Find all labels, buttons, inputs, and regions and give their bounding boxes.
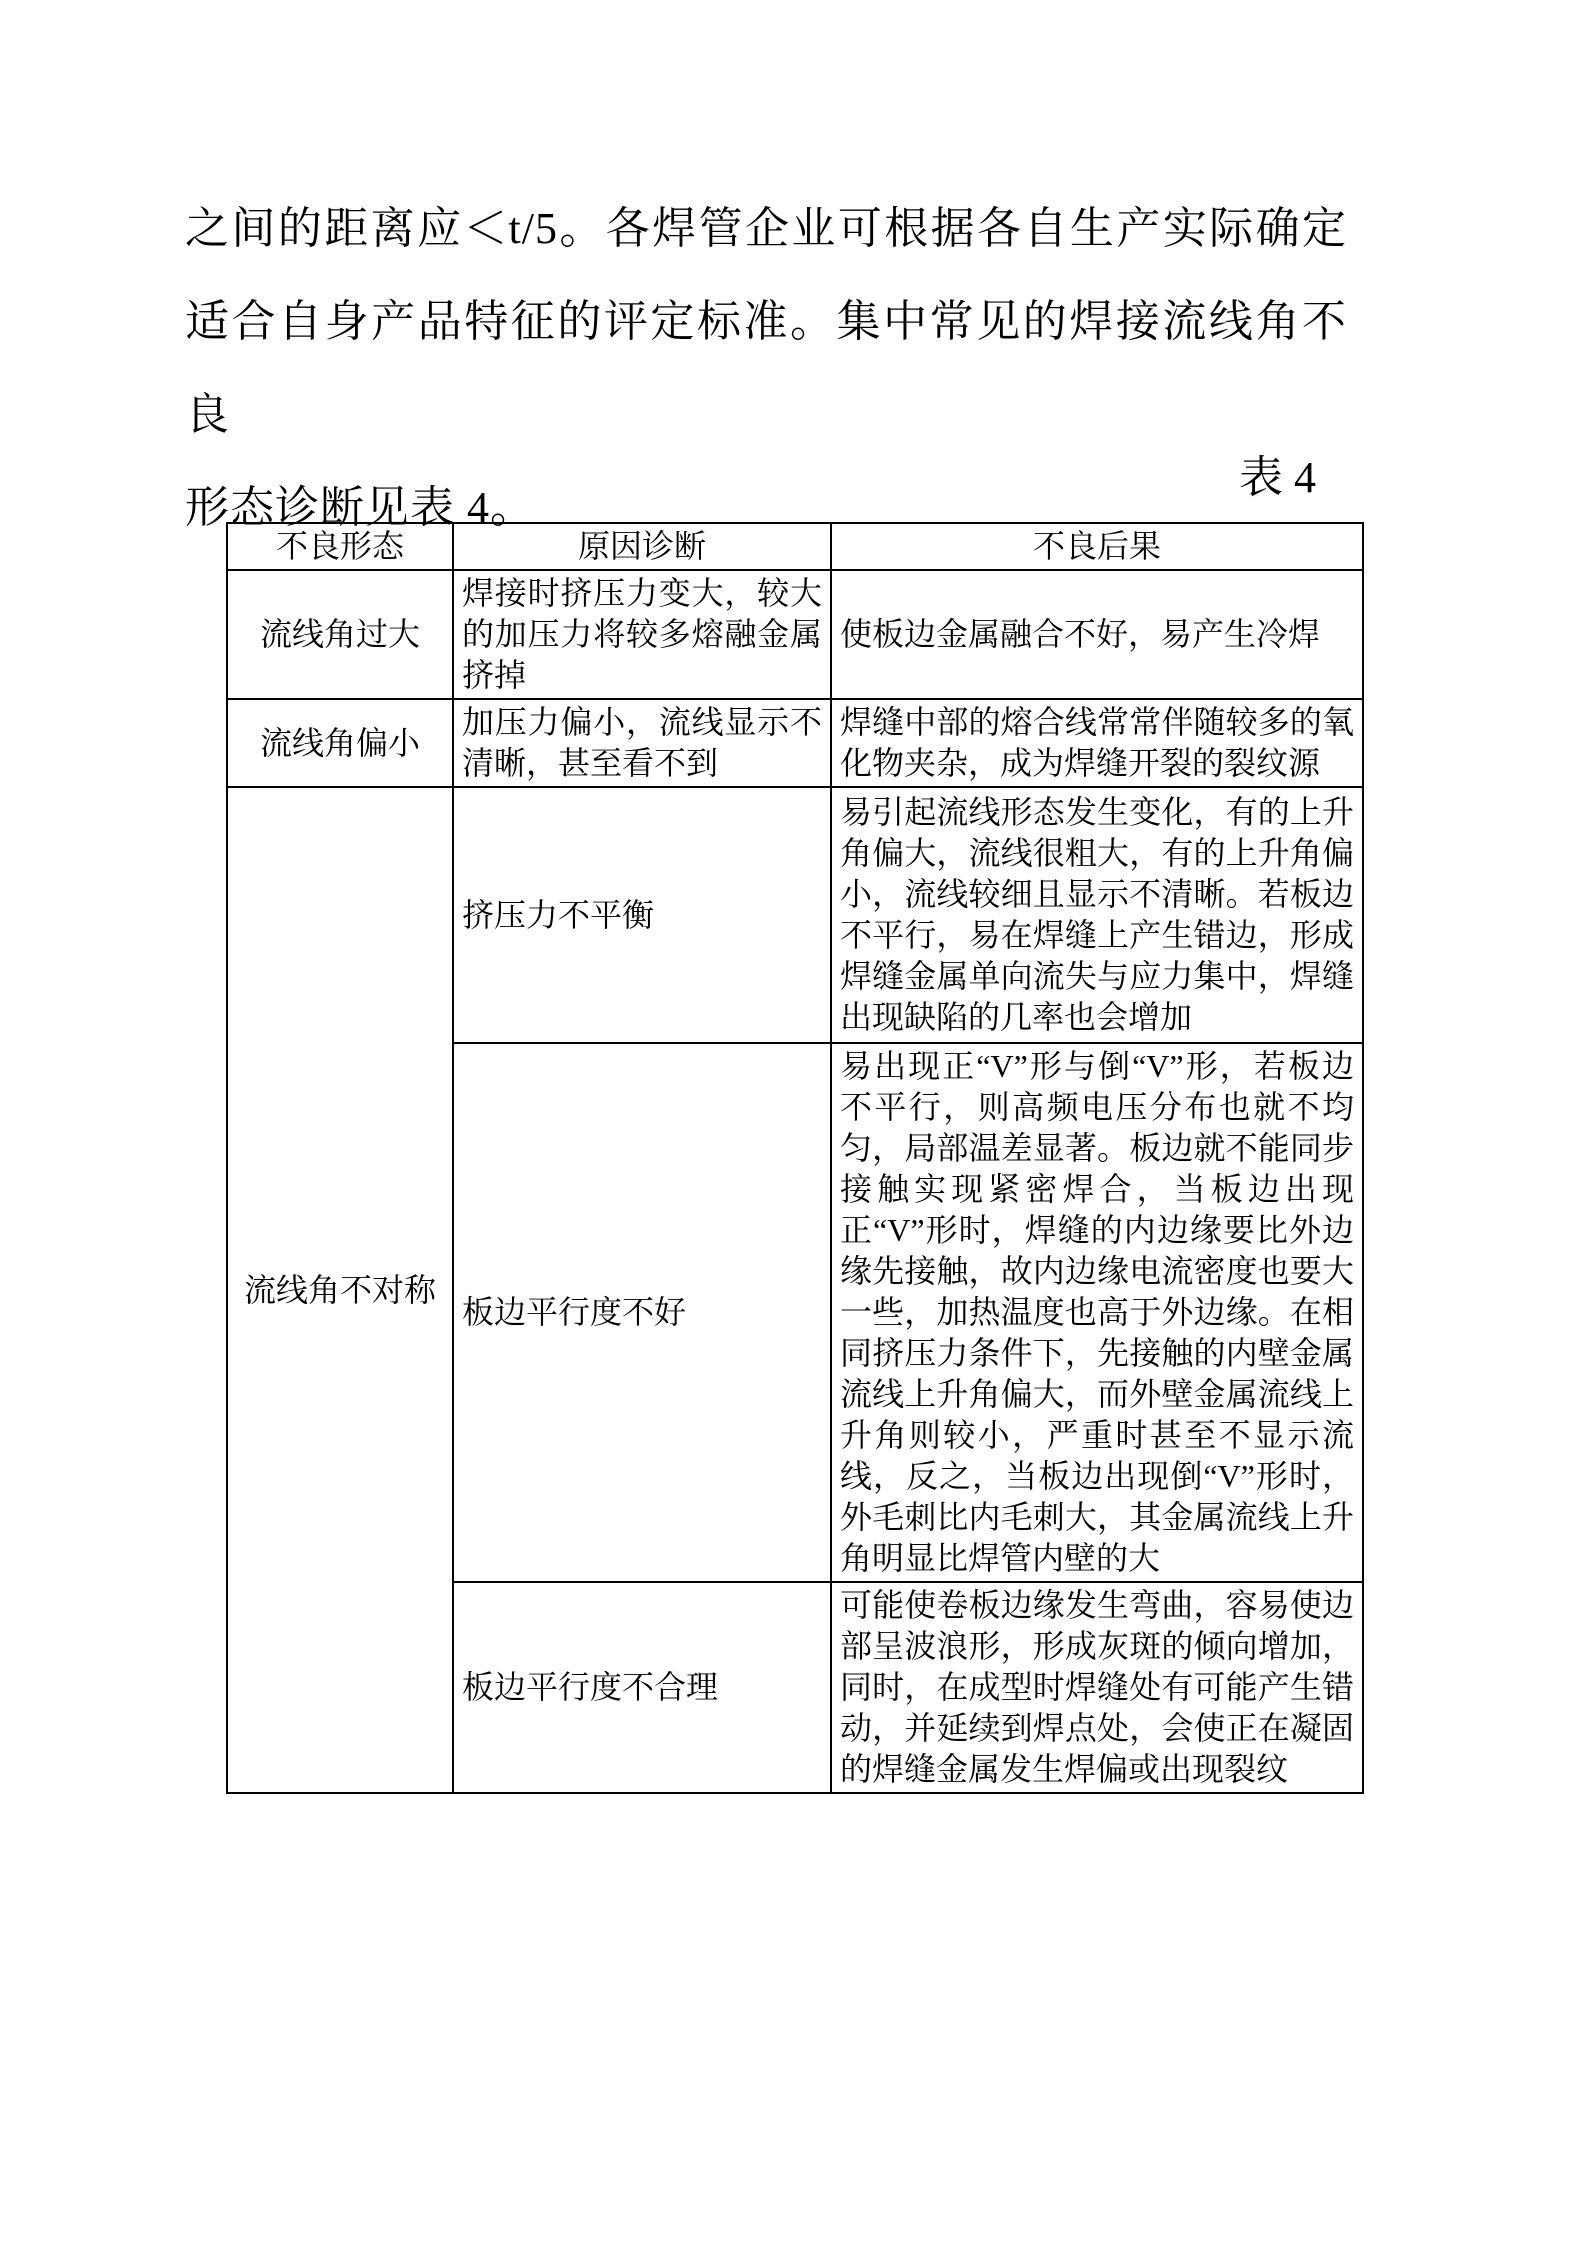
table-row — [227, 699, 1363, 787]
cell-consequence-angle-too-large: 使板边金属融合不好，易产生冷焊 — [831, 570, 1363, 699]
paragraph-line-3: 形态诊断见表 4。 — [185, 483, 535, 532]
paragraph-line-1: 之间的距离应＜t/5。各焊管企业可根据各自生产实际确定 — [185, 204, 1347, 253]
cell-consequence-edge-parallelism-unreasonable: 可能使卷板边缘发生弯曲，容易使边部呈波浪形，形成灰斑的倾向增加，同时，在成型时焊缝处有可能产生错动，并延续到焊点处，会使正在凝固的焊缝金属发生焊偏或出现裂纹 — [831, 1582, 1363, 1793]
cell-form-angle-too-small: 流线角偏小 — [227, 699, 453, 787]
cell-cause-angle-too-large: 焊接时挤压力变大，较大的加压力将较多熔融金属挤掉 — [453, 570, 831, 699]
paragraph-line-2: 适合自身产品特征的评定标准。集中常见的焊接流线角不良 — [185, 297, 1347, 439]
cell-cause-edge-parallelism-unreasonable: 板边平行度不合理 — [453, 1582, 831, 1793]
cell-form-angle-asymmetric: 流线角不对称 — [227, 787, 453, 1793]
header-defect-form: 不良形态 — [227, 523, 453, 570]
cell-cause-angle-too-small: 加压力偏小，流线显示不清晰，甚至看不到 — [453, 699, 831, 787]
defect-diagnosis-table — [226, 522, 1364, 1794]
table-row — [227, 570, 1363, 699]
table-row — [227, 787, 1363, 1043]
cell-consequence-angle-too-small: 焊缝中部的熔合线常常伴随较多的氧化物夹杂，成为焊缝开裂的裂纹源 — [831, 699, 1363, 787]
cell-form-angle-too-large: 流线角过大 — [227, 570, 453, 699]
table-header-row — [227, 523, 1363, 570]
header-cause-diagnosis: 原因诊断 — [453, 523, 831, 570]
cell-cause-pressure-unbalanced: 挤压力不平衡 — [453, 787, 831, 1043]
cell-consequence-edge-parallelism-poor: 易出现正“V”形与倒“V”形，若板边不平行，则高频电压分布也就不均匀，局部温差显著。板边就不能同步接触实现紧密焊合，当板边出现正“V”形时，焊缝的内边缘要比外边缘先接触，故内边缘电流密度也要大一些，加热温度也高于外边缘。在相同挤压力条件下，先接触的内壁金属流线上升角偏大，而外壁金属流线上升角则较小，严重时甚至不显示流线，反之，当板边出现倒“V”形时，外毛刺比内毛刺大，其金属流线上升角明显比焊管内壁的大 — [831, 1043, 1363, 1582]
header-adverse-consequence: 不良后果 — [831, 523, 1363, 570]
table-caption: 表 4 — [1239, 453, 1316, 502]
cell-consequence-pressure-unbalanced: 易引起流线形态发生变化，有的上升角偏大，流线很粗大，有的上升角偏小，流线较细且显示不清晰。若板边不平行，易在焊缝上产生错边，形成焊缝金属单向流失与应力集中，焊缝出现缺陷的几率也会增加 — [831, 787, 1363, 1043]
cell-cause-edge-parallelism-poor: 板边平行度不好 — [453, 1043, 831, 1582]
